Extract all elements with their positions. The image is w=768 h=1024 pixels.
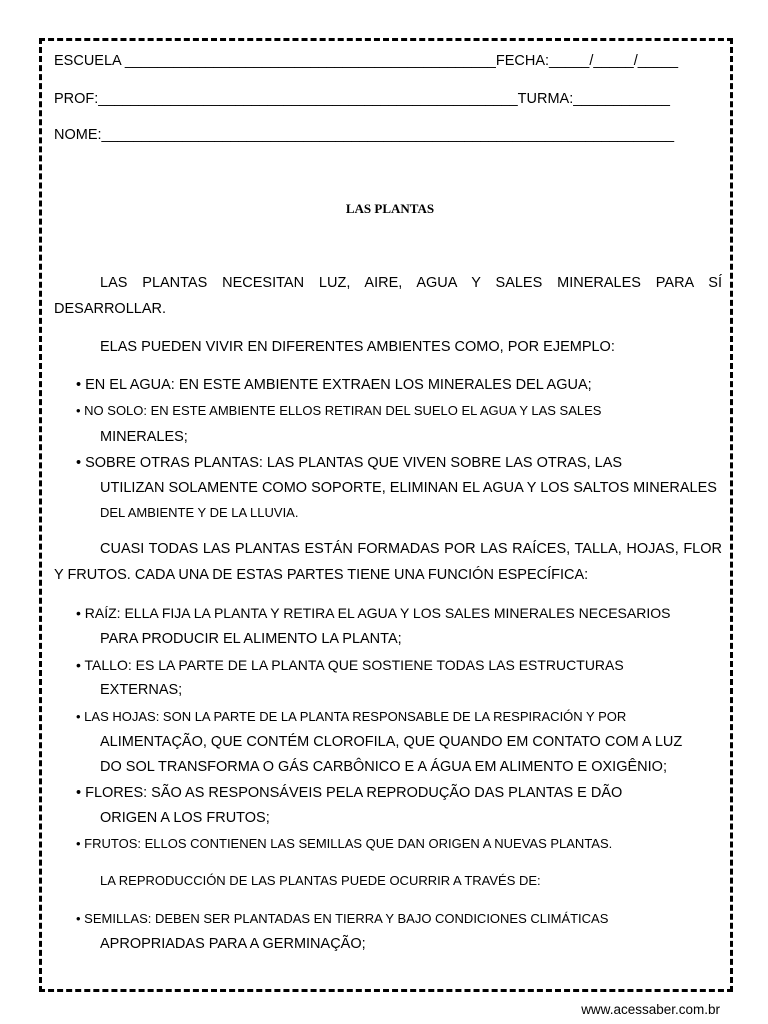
escuela-fecha-line: ESCUELA ______________________________________________FECHA:_____/_____/_____ [54, 53, 679, 69]
intro-text: LAS PLANTAS NECESITAN LUZ, AIRE, AGUA Y SALES MINERALES PARA SÍ DESARROLLAR. [54, 275, 722, 317]
prof-turma-line: PROF:____________________________________________________TURMA:____________ [54, 91, 670, 107]
list-item-flores: • FLORES: SÃO AS RESPONSÁVEIS PELA REPRODUÇÃO DAS PLANTAS E DÃO [76, 785, 623, 801]
ambientes-intro: ELAS PUEDEN VIVIR EN DIFERENTES AMBIENTES COMO, POR EJEMPLO: [100, 339, 615, 355]
list-item-flores-cont: ORIGEN A LOS FRUTOS; [100, 810, 270, 826]
footer-url: www.acessaber.com.br [581, 1002, 720, 1017]
list-item-hojas-cont2: DO SOL TRANSFORMA O GÁS CARBÔNICO E A ÁGUA EM ALIMENTO E OXIGÊNIO; [100, 759, 667, 775]
list-item-otras-plantas-cont: UTILIZAN SOLAMENTE COMO SOPORTE, ELIMINAN EL AGUA Y LOS SALTOS MINERALES [100, 480, 717, 496]
list-item-solo: • NO SOLO: EN ESTE AMBIENTE ELLOS RETIRAN DEL SUELO EL AGUA Y LAS SALES [76, 403, 602, 418]
list-item-hojas-cont: ALIMENTAÇÃO, QUE CONTÉM CLOROFILA, QUE QUANDO EM CONTATO COM A LUZ [100, 734, 683, 750]
list-item-agua: • EN EL AGUA: EN ESTE AMBIENTE EXTRAEN LOS MINERALES DEL AGUA; [76, 377, 592, 393]
list-item-solo-cont: MINERALES; [100, 429, 188, 445]
list-item-otras-plantas-cont2: DEL AMBIENTE Y DE LA LLUVIA. [100, 505, 299, 520]
partes-text: CUASI TODAS LAS PLANTAS ESTÁN FORMADAS POR LAS RAÍCES, TALLA, HOJAS, FLOR Y FRUTOS. CADA UNA DE ESTAS PARTES TIENE UNA FUNCIÓN ESPECÍFICA: [54, 541, 722, 583]
nome-line: NOME:_______________________________________________________________________ [54, 127, 675, 143]
intro-paragraph [54, 270, 722, 322]
list-item-tallo: • TALLO: ES LA PARTE DE LA PLANTA QUE SOSTIENE TODAS LAS ESTRUCTURAS [76, 657, 624, 673]
list-item-semillas: • SEMILLAS: DEBEN SER PLANTADAS EN TIERRA Y BAJO CONDICIONES CLIMÁTICAS [76, 911, 609, 926]
list-item-semillas-cont: APROPRIADAS PARA A GERMINAÇÃO; [100, 936, 366, 952]
list-item-tallo-cont: EXTERNAS; [100, 682, 183, 698]
list-item-hojas: • LAS HOJAS: SON LA PARTE DE LA PLANTA RESPONSABLE DE LA RESPIRACIÓN Y POR [76, 709, 627, 724]
list-item-otras-plantas: • SOBRE OTRAS PLANTAS: LAS PLANTAS QUE VIVEN SOBRE LAS OTRAS, LAS [76, 455, 623, 471]
reproduccion-intro: LA REPRODUCCIÓN DE LAS PLANTAS PUEDE OCURRIR A TRAVÉS DE: [100, 873, 541, 888]
list-item-raiz-cont: PARA PRODUCIR EL ALIMENTO LA PLANTA; [100, 631, 402, 647]
partes-paragraph [54, 536, 722, 588]
list-item-frutos: • FRUTOS: ELLOS CONTIENEN LAS SEMILLAS QUE DAN ORIGEN A NUEVAS PLANTAS. [76, 836, 613, 851]
list-item-raiz: • RAÍZ: ELLA FIJA LA PLANTA Y RETIRA EL AGUA Y LOS SALES MINERALES NECESARIOS [76, 605, 671, 621]
page-title: LAS PLANTAS [345, 201, 435, 216]
